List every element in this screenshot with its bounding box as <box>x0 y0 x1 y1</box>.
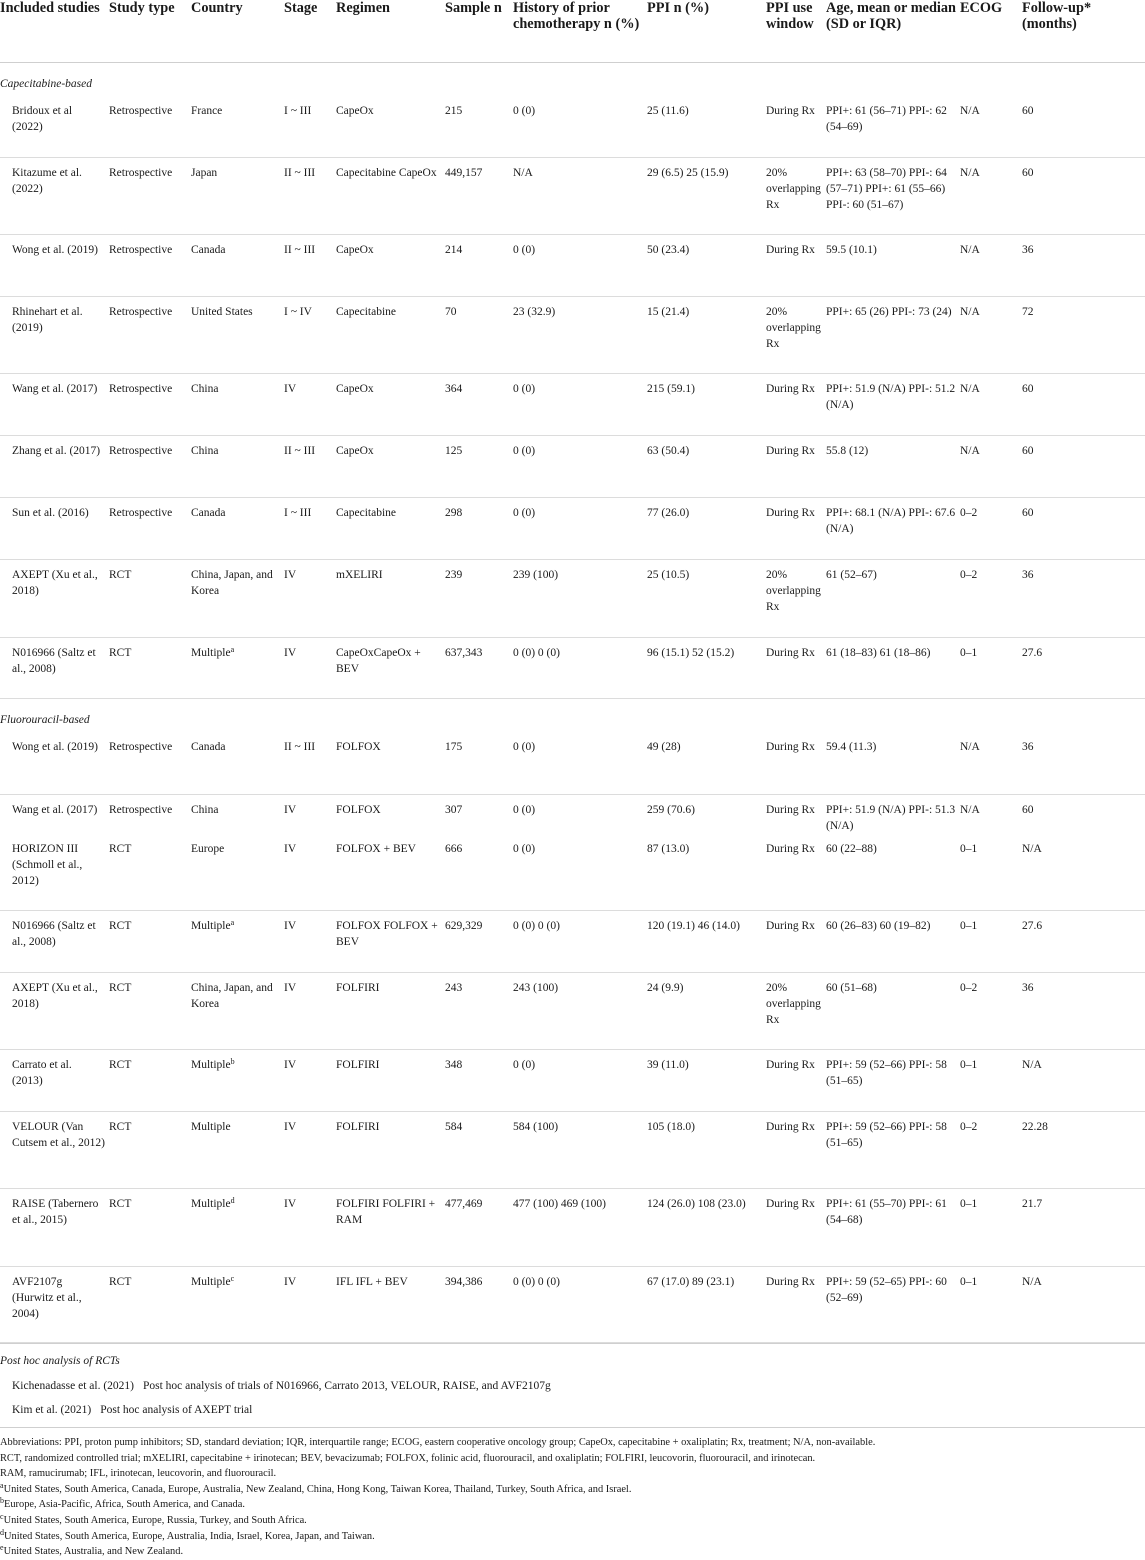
study-type-cell: Retrospective <box>109 732 191 794</box>
footnote <box>0 1544 1145 1560</box>
study-cell: AVF2107g (Hurwitz et al., 2004) <box>0 1267 109 1343</box>
ppi-n-cell: 120 (19.1) 46 (14.0) <box>647 911 766 973</box>
study-type-cell: RCT <box>109 638 191 699</box>
table-body <box>0 62 1145 1343</box>
stage-cell: IV <box>284 1050 336 1112</box>
stage-cell: IV <box>284 834 336 911</box>
ecog-cell: N/A <box>960 158 1022 235</box>
stage-cell: IV <box>284 1112 336 1189</box>
footnote-marker: d <box>0 1527 4 1537</box>
table-row <box>0 235 1145 297</box>
sample-n-cell: 239 <box>445 560 513 638</box>
ppi-window-cell: During Rx <box>766 374 826 436</box>
age-cell: PPI+: 51.9 (N/A) PPI-: 51.3 (N/A) <box>826 803 956 832</box>
regimen-cell: CapeOx <box>336 96 445 158</box>
follow-up-cell: 36 <box>1022 973 1145 1050</box>
sample-n-cell: 637,343 <box>445 638 513 699</box>
posthoc-study: Kichenadasse et al. (2021) <box>12 1380 134 1392</box>
posthoc-study: Kim et al. (2021) <box>12 1404 92 1416</box>
country-cell: Canada <box>191 235 284 297</box>
stage-cell: II ~ III <box>284 158 336 235</box>
stage-cell: I ~ III <box>284 498 336 560</box>
table-row <box>0 834 1145 911</box>
follow-up-cell: N/A <box>1022 834 1145 911</box>
ecog-cell: 0–1 <box>960 1189 1022 1267</box>
header-included-studies: Included studies <box>0 0 109 62</box>
prior-chemo-cell: 0 (0) <box>513 834 647 911</box>
ecog-cell: 0–2 <box>960 498 1022 560</box>
country-cell: Multiple$^d$ <box>191 1189 284 1267</box>
table-row <box>0 96 1145 158</box>
table-row <box>0 1267 1145 1343</box>
age-cell: 59.4 (11.3) <box>826 732 960 794</box>
header-study-type: Study type <box>109 0 191 62</box>
ppi-window-cell: During Rx <box>766 911 826 973</box>
ecog-cell: 0–1 <box>960 911 1022 973</box>
follow-up-cell: 36 <box>1022 560 1145 638</box>
ecog-cell: 0–1 <box>960 834 1022 911</box>
stage-cell: IV <box>284 374 336 436</box>
ecog-cell: 0–2 <box>960 973 1022 1050</box>
sample-n-cell: 125 <box>445 436 513 498</box>
study-type-cell: RCT <box>109 973 191 1050</box>
follow-up-cell: 60 <box>1022 158 1145 235</box>
table-row <box>0 374 1145 436</box>
prior-chemo-cell: 23 (32.9) <box>513 297 647 374</box>
regimen-cell: FOLFIRI FOLFIRI + RAM <box>336 1189 445 1267</box>
section-heading <box>0 62 1145 96</box>
study-type-cell: Retrospective <box>109 96 191 158</box>
regimen-cell: mXELIRI <box>336 560 445 638</box>
ecog-cell: 0–1 <box>960 638 1022 699</box>
ppi-window-cell: During Rx <box>766 803 815 816</box>
study-cell: Rhinehart et al. (2019) <box>0 297 109 374</box>
study-type-cell: Retrospective <box>109 297 191 374</box>
country-cell: China <box>191 803 219 816</box>
age-cell: 61 (18–83) 61 (18–86) <box>826 638 960 699</box>
sample-n-cell: 214 <box>445 235 513 297</box>
table-row <box>0 794 1145 834</box>
age-cell: 61 (52–67) <box>826 560 960 638</box>
sample-n-cell: 394,386 <box>445 1267 513 1343</box>
table-row <box>0 436 1145 498</box>
abbreviation-line: RCT, randomized controlled trial; mXELIRI, capecitabine + irinotecan; BEV, bevacizumab; FOLFOX, folinic acid, fluorouracil, and oxaliplatin; FOLFIRI, leucovorin, fluorouracil, and irinotecan. <box>0 1452 816 1464</box>
footnote-marker: d <box>230 1196 235 1205</box>
age-cell: 55.8 (12) <box>826 436 960 498</box>
follow-up-cell: 22.28 <box>1022 1112 1145 1189</box>
ecog-cell: N/A <box>960 374 1022 436</box>
country-cell: Multiple <box>191 1112 284 1189</box>
age-cell: PPI+: 65 (26) PPI-: 73 (24) <box>826 297 960 374</box>
posthoc-row <box>12 1402 252 1418</box>
prior-chemo-cell: 0 (0) <box>513 803 536 816</box>
regimen-cell: Capecitabine <box>336 297 445 374</box>
table-row <box>0 911 1145 973</box>
footnote-marker: b <box>230 1057 235 1066</box>
ppi-n-cell: 24 (9.9) <box>647 973 766 1050</box>
follow-up-cell: 27.6 <box>1022 638 1145 699</box>
footnote <box>0 1497 1145 1513</box>
study-type-cell: Retrospective <box>109 803 173 816</box>
regimen-cell: FOLFIRI <box>336 973 445 1050</box>
regimen-cell: Capecitabine CapeOx <box>336 158 445 235</box>
stage-cell: II ~ III <box>284 436 336 498</box>
follow-up-cell: 60 <box>1022 374 1145 436</box>
footnote-text: United States, South America, Europe, Russia, Turkey, and South Africa. <box>3 1515 307 1526</box>
sample-n-cell: 364 <box>445 374 513 436</box>
footnote-marker: a <box>0 1480 4 1490</box>
sample-n-cell: 243 <box>445 973 513 1050</box>
table-row <box>0 560 1145 638</box>
footnote-text: United States, Australia, and New Zealand. <box>3 1546 184 1558</box>
footnote-marker: c <box>0 1512 4 1521</box>
study-cell: Sun et al. (2016) <box>0 498 109 560</box>
table-row <box>0 1189 1145 1267</box>
study-type-cell: RCT <box>109 1112 191 1189</box>
footnote-marker: a <box>230 645 235 654</box>
age-cell: PPI+: 63 (58–70) PPI-: 64 (57–71) PPI+: 61 (55–66) PPI-: 60 (51–67) <box>826 158 960 235</box>
abbreviation-line: RAM, ramucirumab; IFL, irinotecan, leucovorin, and fluorouracil. <box>0 1468 277 1480</box>
study-cell: VELOUR (Van Cutsem et al., 2012) <box>0 1112 109 1189</box>
ecog-cell: 0–2 <box>960 560 1022 638</box>
ppi-window-cell: During Rx <box>766 1050 826 1112</box>
sample-n-cell: 70 <box>445 297 513 374</box>
study-type-cell: Retrospective <box>109 498 191 560</box>
ppi-window-cell: During Rx <box>766 235 826 297</box>
prior-chemo-cell: 0 (0) 0 (0) <box>513 1267 647 1343</box>
table-header <box>0 0 1145 62</box>
sample-n-cell: 215 <box>445 96 513 158</box>
prior-chemo-cell: 0 (0) <box>513 374 647 436</box>
age-cell: PPI+: 61 (55–70) PPI-: 61 (54–68) <box>826 1189 960 1267</box>
ppi-window-cell: 20% overlapping Rx <box>766 973 826 1050</box>
ppi-n-cell: 25 (10.5) <box>647 560 766 638</box>
stage-cell: IV <box>284 803 297 816</box>
study-type-cell: RCT <box>109 1189 191 1267</box>
ppi-window-cell: During Rx <box>766 1189 826 1267</box>
ecog-cell: N/A <box>960 436 1022 498</box>
ecog-cell: N/A <box>960 297 1022 374</box>
age-cell: PPI+: 59 (52–65) PPI-: 60 (52–69) <box>826 1267 960 1343</box>
ppi-n-cell: 77 (26.0) <box>647 498 766 560</box>
stage-cell: II ~ III <box>284 235 336 297</box>
posthoc-title: Post hoc analysis of RCTs <box>0 1355 120 1367</box>
study-cell: N016966 (Saltz et al., 2008) <box>0 911 109 973</box>
country-cell: China, Japan, and Korea <box>191 973 284 1050</box>
study-type-cell: Retrospective <box>109 158 191 235</box>
table-row <box>0 638 1145 699</box>
table-row <box>0 1050 1145 1112</box>
footnote <box>0 1482 1145 1498</box>
stage-cell: IV <box>284 1189 336 1267</box>
ppi-window-cell: 20% overlapping Rx <box>766 297 826 374</box>
ppi-window-cell: During Rx <box>766 1267 826 1343</box>
ppi-n-cell: 87 (13.0) <box>647 834 766 911</box>
sample-n-cell: 307 <box>445 803 463 816</box>
footnote-marker: a <box>230 918 235 927</box>
ppi-n-cell: 15 (21.4) <box>647 297 766 374</box>
divider <box>0 1427 1145 1428</box>
section-title: Fluorouracil-based <box>0 714 90 726</box>
stage-cell: IV <box>284 911 336 973</box>
prior-chemo-cell: 0 (0) 0 (0) <box>513 638 647 699</box>
header-follow-up: Follow-up* (months) <box>1022 0 1145 62</box>
prior-chemo-cell: 239 (100) <box>513 560 647 638</box>
header-ppi-window: PPI use window <box>766 0 826 62</box>
country-cell: Multiple$^c$ <box>191 1267 284 1343</box>
table-row <box>0 1112 1145 1189</box>
study-type-cell: Retrospective <box>109 374 191 436</box>
footnote-marker: e <box>0 1543 4 1553</box>
posthoc-description: Post hoc analysis of trials of N016966, Carrato 2013, VELOUR, RAISE, and AVF2107g <box>142 1380 551 1392</box>
ppi-window-cell: During Rx <box>766 96 826 158</box>
posthoc-description: Post hoc analysis of AXEPT trial <box>100 1404 253 1416</box>
country-cell: China <box>191 374 284 436</box>
study-cell: HORIZON III (Schmoll et al., 2012) <box>0 834 109 911</box>
follow-up-cell: 60 <box>1022 436 1145 498</box>
country-cell: Canada <box>191 498 284 560</box>
ppi-window-cell: 20% overlapping Rx <box>766 158 826 235</box>
ppi-n-cell: 105 (18.0) <box>647 1112 766 1189</box>
regimen-cell: FOLFOX FOLFOX + BEV <box>336 911 445 973</box>
stage-cell: I ~ III <box>284 96 336 158</box>
header-country: Country <box>191 0 284 62</box>
age-cell: PPI+: 61 (56–71) PPI-: 62 (54–69) <box>826 96 960 158</box>
sample-n-cell: 298 <box>445 498 513 560</box>
footnote-text: United States, South America, Canada, Europe, Australia, New Zealand, China, Hong Kong, Taiwan Korea, Thailand, Turkey, South Africa, and Israel. <box>3 1483 632 1495</box>
prior-chemo-cell: 0 (0) <box>513 498 647 560</box>
footnote-text: Europe, Asia-Pacific, Africa, South America, and Canada. <box>4 1499 245 1511</box>
stage-cell: IV <box>284 560 336 638</box>
follow-up-cell: N/A <box>1022 1050 1145 1112</box>
sample-n-cell: 584 <box>445 1112 513 1189</box>
ppi-window-cell: During Rx <box>766 834 826 911</box>
stage-cell: IV <box>284 638 336 699</box>
study-cell: Kitazume et al. (2022) <box>0 158 109 235</box>
footnote <box>0 1513 1145 1529</box>
ppi-window-cell: During Rx <box>766 638 826 699</box>
prior-chemo-cell: 477 (100) 469 (100) <box>513 1189 647 1267</box>
country-cell: Canada <box>191 732 284 794</box>
prior-chemo-cell: N/A <box>513 158 647 235</box>
stage-cell: IV <box>284 1267 336 1343</box>
follow-up-cell: 36 <box>1022 235 1145 297</box>
study-cell: N016966 (Saltz et al., 2008) <box>0 638 109 699</box>
sample-n-cell: 477,469 <box>445 1189 513 1267</box>
ecog-cell: 0–1 <box>960 1267 1022 1343</box>
header-ppi-n: PPI n (%) <box>647 0 766 62</box>
ecog-cell: N/A <box>960 235 1022 297</box>
ppi-window-cell: During Rx <box>766 1112 826 1189</box>
study-type-cell: RCT <box>109 911 191 973</box>
age-cell: PPI+: 59 (52–66) PPI-: 58 (51–65) <box>826 1050 960 1112</box>
country-cell: Multiple$^a$ <box>191 911 284 973</box>
country-cell: Multiple$^a$ <box>191 638 284 699</box>
ppi-n-cell: 29 (6.5) 25 (15.9) <box>647 158 766 235</box>
header-regimen: Regimen <box>336 0 445 62</box>
sample-n-cell: 629,329 <box>445 911 513 973</box>
regimen-cell: Capecitabine <box>336 498 445 560</box>
footnote-text: United States, South America, Europe, Australia, India, Israel, Korea, Japan, and Taiwan. <box>4 1530 375 1542</box>
ppi-n-cell: 215 (59.1) <box>647 374 766 436</box>
regimen-cell: CapeOxCapeOx + BEV <box>336 638 445 699</box>
ppi-n-cell: 25 (11.6) <box>647 96 766 158</box>
section-heading <box>0 699 1145 733</box>
ecog-cell: N/A <box>960 803 980 816</box>
age-cell: 59.5 (10.1) <box>826 235 960 297</box>
study-cell: Zhang et al. (2017) <box>0 436 109 498</box>
prior-chemo-cell: 243 (100) <box>513 973 647 1050</box>
study-type-cell: RCT <box>109 560 191 638</box>
country-cell: China, Japan, and Korea <box>191 560 284 638</box>
stage-cell: I ~ IV <box>284 297 336 374</box>
country-cell: China <box>191 436 284 498</box>
ppi-n-cell: 96 (15.1) 52 (15.2) <box>647 638 766 699</box>
sample-n-cell: 666 <box>445 834 513 911</box>
regimen-cell: CapeOx <box>336 436 445 498</box>
header-stage: Stage <box>284 0 336 62</box>
ppi-n-cell: 50 (23.4) <box>647 235 766 297</box>
follow-up-cell: 36 <box>1022 732 1145 794</box>
footnote-marker: b <box>0 1496 4 1506</box>
ecog-cell: 0–1 <box>960 1050 1022 1112</box>
ecog-cell: N/A <box>960 96 1022 158</box>
country-cell: United States <box>191 297 284 374</box>
section-title: Capecitabine-based <box>0 77 92 90</box>
age-cell: 60 (51–68) <box>826 973 960 1050</box>
study-cell: Wong et al. (2019) <box>0 235 109 297</box>
prior-chemo-cell: 0 (0) <box>513 1050 647 1112</box>
regimen-cell: FOLFOX <box>336 803 381 816</box>
stage-cell: II ~ III <box>284 732 336 794</box>
study-type-cell: Retrospective <box>109 235 191 297</box>
study-cell: Wang et al. (2017) <box>12 803 98 816</box>
ppi-window-cell: During Rx <box>766 498 826 560</box>
posthoc-row <box>12 1378 551 1394</box>
regimen-cell: CapeOx <box>336 235 445 297</box>
study-type-cell: Retrospective <box>109 436 191 498</box>
follow-up-cell: 21.7 <box>1022 1189 1145 1267</box>
abbreviation-line: Abbreviations: PPI, proton pump inhibitors; SD, standard deviation; IQR, interquartile range; ECOG, eastern cooperative oncology group; CapeOx, capecitabine + oxaliplatin; Rx, treatment; N/A, non-available. <box>0 1437 876 1448</box>
header-sample-n: Sample n <box>445 0 513 62</box>
ppi-window-cell: During Rx <box>766 732 826 794</box>
study-cell: AXEPT (Xu et al., 2018) <box>0 973 109 1050</box>
ecog-cell: N/A <box>960 732 1022 794</box>
stage-cell: IV <box>284 973 336 1050</box>
ppi-n-cell: 63 (50.4) <box>647 436 766 498</box>
header-ecog: ECOG <box>960 0 1022 62</box>
follow-up-cell: 60 <box>1022 96 1145 158</box>
sample-n-cell: 348 <box>445 1050 513 1112</box>
study-cell: Wong et al. (2019) <box>0 732 109 794</box>
age-cell: PPI+: 68.1 (N/A) PPI-: 67.6 (N/A) <box>826 498 960 560</box>
country-cell: France <box>191 96 284 158</box>
country-cell: Europe <box>191 834 284 911</box>
prior-chemo-cell: 0 (0) 0 (0) <box>513 911 647 973</box>
follow-up-cell: 60 <box>1022 498 1145 560</box>
prior-chemo-cell: 0 (0) <box>513 732 647 794</box>
study-type-cell: RCT <box>109 834 191 911</box>
prior-chemo-cell: 584 (100) <box>513 1112 647 1189</box>
ppi-window-cell: 20% overlapping Rx <box>766 560 826 638</box>
age-cell: 60 (22–88) <box>826 834 960 911</box>
prior-chemo-cell: 0 (0) <box>513 235 647 297</box>
header-prior-chemo: History of prior chemotherapy n (%) <box>513 0 647 62</box>
table-row <box>0 973 1145 1050</box>
sample-n-cell: 449,157 <box>445 158 513 235</box>
follow-up-cell: 72 <box>1022 297 1145 374</box>
header-age: Age, mean or median (SD or IQR) <box>826 0 960 62</box>
footnote-marker: c <box>230 1274 235 1283</box>
table-row <box>0 297 1145 374</box>
study-cell: AXEPT (Xu et al., 2018) <box>0 560 109 638</box>
regimen-cell: FOLFIRI <box>336 1112 445 1189</box>
country-cell: Multiple$^b$ <box>191 1050 284 1112</box>
regimen-cell: FOLFOX <box>336 732 445 794</box>
prior-chemo-cell: 0 (0) <box>513 96 647 158</box>
prior-chemo-cell: 0 (0) <box>513 436 647 498</box>
regimen-cell: FOLFOX + BEV <box>336 834 445 911</box>
table-row <box>0 732 1145 794</box>
study-type-cell: RCT <box>109 1050 191 1112</box>
study-cell: Carrato et al. (2013) <box>0 1050 109 1112</box>
regimen-cell: FOLFIRI <box>336 1050 445 1112</box>
regimen-cell: IFL IFL + BEV <box>336 1267 445 1343</box>
divider <box>0 1343 1145 1344</box>
follow-up-cell: 27.6 <box>1022 911 1145 973</box>
age-cell: 60 (26–83) 60 (19–82) <box>826 911 960 973</box>
ppi-n-cell: 67 (17.0) 89 (23.1) <box>647 1267 766 1343</box>
age-cell: PPI+: 59 (52–66) PPI-: 58 (51–65) <box>826 1112 960 1189</box>
age-cell: PPI+: 51.9 (N/A) PPI-: 51.2 (N/A) <box>826 374 960 436</box>
study-cell: Wang et al. (2017) <box>0 374 109 436</box>
ecog-cell: 0–2 <box>960 1112 1022 1189</box>
follow-up-cell: N/A <box>1022 1267 1145 1343</box>
ppi-window-cell: During Rx <box>766 436 826 498</box>
study-type-cell: RCT <box>109 1267 191 1343</box>
table-row <box>0 498 1145 560</box>
ppi-n-cell: 259 (70.6) <box>647 803 695 816</box>
table-row <box>0 158 1145 235</box>
footnote <box>0 1529 1145 1545</box>
ppi-n-cell: 39 (11.0) <box>647 1050 766 1112</box>
follow-up-cell: 60 <box>1022 803 1034 816</box>
country-cell: Japan <box>191 158 284 235</box>
study-cell: Bridoux et al (2022) <box>0 96 109 158</box>
study-cell: RAISE (Tabernero et al., 2015) <box>0 1189 109 1267</box>
ppi-n-cell: 49 (28) <box>647 732 766 794</box>
sample-n-cell: 175 <box>445 732 513 794</box>
regimen-cell: CapeOx <box>336 374 445 436</box>
ppi-n-cell: 124 (26.0) 108 (23.0) <box>647 1189 766 1267</box>
